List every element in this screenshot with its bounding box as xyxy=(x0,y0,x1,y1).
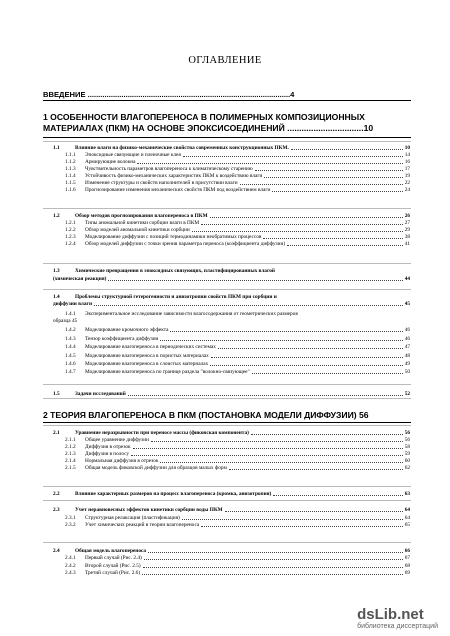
toc-entry-page: 69 xyxy=(404,570,410,576)
dot-leader xyxy=(192,226,403,232)
toc-entry-number: 1.4.2 xyxy=(65,327,76,333)
toc-entry-title[interactable]: Уравнение неразрывности при переносе массы (фиковская компонента) xyxy=(75,430,249,436)
dot-leader xyxy=(210,212,403,218)
toc-entry-title[interactable]: Влияние влаги на физико-механические свойства современных конструкционных ПКМ. xyxy=(75,145,289,151)
toc-entry-title[interactable]: Экспериментальное исследование зависимости влагосодержания от геометрических размеров xyxy=(85,311,298,317)
dot-leader xyxy=(251,429,403,435)
dot-leader xyxy=(94,300,403,306)
dot-leader xyxy=(273,490,403,496)
toc-entry-page: 10 xyxy=(404,145,410,151)
toc-entry-title[interactable]: Обзор моделей аномальной кинетики сорбции xyxy=(85,227,190,233)
toc-entry-number: 1.2.2 xyxy=(65,227,76,233)
toc-entry-number: 1.4.4 xyxy=(65,344,76,350)
toc-entry-number: 2.4.2 xyxy=(65,563,76,569)
toc-entry-number: 1.4.5 xyxy=(65,353,76,359)
dot-leader xyxy=(137,158,403,164)
toc-entry-title[interactable]: Чувствительность параметров влагопереноса к климатическому старению xyxy=(85,166,253,172)
toc-entry-title[interactable]: Структурная релаксация (пластификация) xyxy=(85,515,180,521)
toc-entry-page: 63 xyxy=(404,491,410,497)
section-divider xyxy=(43,141,411,142)
toc-entry-title[interactable]: Изменение структуры и свойств наполнителей в присутствии влаги xyxy=(85,180,238,186)
dot-leader xyxy=(287,240,403,246)
toc-entry-page: 49 xyxy=(404,361,410,367)
toc-entry-page: 27 xyxy=(404,220,410,226)
toc-entry-number: 2.1.4 xyxy=(65,458,76,464)
dot-leader xyxy=(128,390,403,396)
toc-entry-page: 64 xyxy=(404,515,410,521)
toc-entry-title[interactable]: Учет химических реакций в теории влагопереноса xyxy=(85,522,200,528)
toc-entry-page: 24 xyxy=(404,187,410,193)
section-divider xyxy=(43,208,411,209)
divider xyxy=(43,422,411,423)
toc-entry-title[interactable]: Третий случай (Рис. 2.6) xyxy=(85,570,141,576)
toc-entry-number: 1.1.6 xyxy=(65,187,76,193)
toc-entry-title[interactable]: (химическая реакция) xyxy=(53,276,107,282)
dot-leader xyxy=(133,443,403,449)
toc-entry-title[interactable]: Диффузия в полосу xyxy=(85,451,130,457)
toc-chapter-1-line1[interactable]: 1 ОСОБЕННОСТИ ВЛАГОПЕРЕНОСА В ПОЛИМЕРНЫХ КОМПОЗИЦИОННЫХ xyxy=(43,112,365,122)
section-divider xyxy=(43,542,411,543)
toc-chapter-1-line2[interactable]: МАТЕРИАЛАХ (ПКМ) НА ОСНОВЕ ЭПОКСИСОЕДИНЕНИЙ ................................10 xyxy=(43,123,374,133)
section-divider xyxy=(43,384,411,385)
toc-entry-number: 2.4 xyxy=(53,548,60,554)
divider xyxy=(43,100,411,101)
dot-leader xyxy=(264,172,403,178)
toc-entry-title[interactable]: Моделирование диффузии с позиций термодинамики необратимых процессов xyxy=(85,234,262,240)
dot-leader xyxy=(263,233,403,239)
dot-leader xyxy=(108,275,403,281)
toc-entry-page: 60 xyxy=(404,458,410,464)
dot-leader xyxy=(210,360,403,366)
toc-entry-number: 1.1.3 xyxy=(65,166,76,172)
toc-entry-number: 2.2 xyxy=(53,491,60,497)
section-divider xyxy=(43,486,411,487)
toc-entry-number: 1.1.4 xyxy=(65,173,76,179)
toc-entry-title[interactable]: Армирующие волокна xyxy=(85,159,136,165)
toc-entry-page: 29 xyxy=(404,227,410,233)
toc-entry-page: 16 xyxy=(404,159,410,165)
toc-entry-title[interactable]: Типы аномальной кинетики сорбции влаги в ПКМ xyxy=(85,220,200,226)
toc-entry-title[interactable]: Обзор моделей диффузии с точки зрения параметра переноса (коэффициента диффузии) xyxy=(85,241,286,247)
dot-leader xyxy=(142,569,403,575)
toc-entry-number: 2.1.2 xyxy=(65,444,76,450)
toc-entry-title[interactable]: Общее уравнение диффузии xyxy=(85,437,149,443)
toc-entry-title[interactable]: Диффузия в отрезок xyxy=(85,444,131,450)
toc-entry-title[interactable]: Общая модель влагопереноса xyxy=(75,548,147,554)
toc-entry-page: 50 xyxy=(404,369,410,375)
toc-entry-page: 19 xyxy=(404,173,410,179)
toc-entry-number: 1.2.4 xyxy=(65,241,76,247)
toc-entry-number: 1.4.1 xyxy=(65,311,76,317)
toc-entry-number: 1.4.3 xyxy=(65,336,76,342)
toc-entry-title[interactable]: Тензор коэффициента диффузии xyxy=(85,336,159,342)
toc-entry-title[interactable]: Моделирование влагопереноса по границе раздела "волокно-связующее" xyxy=(85,369,250,375)
toc-entry-number: 2.3 xyxy=(53,507,60,513)
toc-entry-number: 2.1.3 xyxy=(65,451,76,457)
toc-entry-title[interactable]: Общая модель фиковской диффузии для образцов малых форм xyxy=(85,465,227,471)
toc-entry-page: 56 xyxy=(404,430,410,436)
dot-leader xyxy=(151,436,403,442)
toc-entry-page: 41 xyxy=(404,241,410,247)
toc-entry-page: 46 xyxy=(404,327,410,333)
toc-entry-page: 14 xyxy=(404,152,410,158)
dot-leader xyxy=(240,179,403,185)
toc-entry-title[interactable]: Проблемы структурной гетерогенности и анизотропии свойств ПКМ при сорбции и xyxy=(75,294,277,300)
dot-leader xyxy=(183,151,403,157)
toc-entry-page: 67 xyxy=(404,555,410,561)
toc-entry-number: 2.4.3 xyxy=(65,570,76,576)
toc-entry-page: 26 xyxy=(404,213,410,219)
toc-entry-page: 66 xyxy=(404,548,410,554)
section-divider xyxy=(43,425,411,426)
toc-entry-page: 38 xyxy=(404,234,410,240)
toc-entry-title[interactable]: образца 45 xyxy=(53,318,78,324)
dot-leader xyxy=(225,506,403,512)
dot-leader xyxy=(252,368,403,374)
toc-entry-title[interactable]: Влияние характерных размеров на процесс влагопереноса (кромка, анизотропия) xyxy=(75,491,272,497)
toc-entry-page: 52 xyxy=(404,391,410,397)
toc-entry-number: 1.1 xyxy=(53,145,60,151)
toc-entry-title[interactable]: Задачи исследований xyxy=(75,391,126,397)
dot-leader xyxy=(148,547,403,553)
toc-entry-title[interactable]: Моделирование влагопереноса в пористых материалах xyxy=(85,353,209,359)
toc-entry-number: 1.4.7 xyxy=(65,369,76,375)
toc-entry-title[interactable]: Учет неравновесных эффектов кинетики сорбции воды ПКМ xyxy=(75,507,223,513)
toc-entry-title[interactable]: Моделирование влагопереноса в периодических системах xyxy=(85,344,216,350)
dot-leader xyxy=(160,335,403,341)
watermark-logo: dsLib.net библиотека диссертаций xyxy=(357,606,438,630)
toc-entry-page: 68 xyxy=(404,563,410,569)
section-divider xyxy=(43,263,411,264)
toc-entry-number: 1.2 xyxy=(53,213,60,219)
toc-entry-page: 45 xyxy=(404,301,410,307)
dot-leader xyxy=(170,326,403,332)
dot-leader xyxy=(160,457,403,463)
toc-entry-number: 2.1 xyxy=(53,430,60,436)
dot-leader xyxy=(131,450,403,456)
toc-entry-page: 47 xyxy=(404,344,410,350)
toc-entry-number: 1.2.1 xyxy=(65,220,76,226)
dot-leader xyxy=(218,343,403,349)
toc-entry-title[interactable]: Моделирование кромочного эффекта xyxy=(85,327,169,333)
toc-entry-title[interactable]: Моделирование влагопереноса в слоистых материалах xyxy=(85,361,209,367)
page-title: ОГЛАВЛЕНИЕ xyxy=(188,55,262,66)
divider xyxy=(43,137,411,138)
toc-entry-title[interactable]: Прогнозирование изменения механических свойств ПКМ под воздействием влаги xyxy=(85,187,271,193)
toc-entry-page: 17 xyxy=(404,166,410,172)
dot-leader xyxy=(272,186,403,192)
toc-entry-page: 22 xyxy=(404,180,410,186)
dot-leader xyxy=(201,521,403,527)
toc-chapter-2[interactable]: 2 ТЕОРИЯ ВЛАГОПЕРЕНОСА В ПКМ (ПОСТАНОВКА МОДЕЛИ ДИФФУЗИИ) 56 xyxy=(43,410,369,420)
toc-entry-number: 1.3 xyxy=(53,268,60,274)
toc-entry-number: 1.4.6 xyxy=(65,361,76,367)
toc-entry-page: 64 xyxy=(404,507,410,513)
toc-entry-number: 1.1.1 xyxy=(65,152,76,158)
section-divider xyxy=(43,500,411,501)
dot-leader xyxy=(291,144,403,150)
toc-entry-number: 2.1.5 xyxy=(65,465,76,471)
toc-entry-title[interactable]: Нормальная диффузия в отрезок xyxy=(85,458,159,464)
toc-entry-number: 1.2.3 xyxy=(65,234,76,240)
section-divider xyxy=(43,398,411,399)
section-divider xyxy=(43,289,411,290)
toc-entry-number: 2.1.1 xyxy=(65,437,76,443)
toc-entry-title[interactable]: Обзор методов прогнозирования влагопереноса в ПКМ xyxy=(75,213,208,219)
toc-entry-page: 46 xyxy=(404,336,410,342)
toc-entry-page: 48 xyxy=(404,353,410,359)
toc-entry-page: 44 xyxy=(404,276,410,282)
toc-entry-title[interactable]: Второй случай (Рис. 2.5) xyxy=(85,563,141,569)
toc-entry-page: 62 xyxy=(404,465,410,471)
toc-entry-page: 65 xyxy=(404,522,410,528)
dot-leader xyxy=(255,165,403,171)
dot-leader xyxy=(229,464,403,470)
toc-entry-title[interactable]: диффузии влаги xyxy=(53,301,93,307)
toc-entry-title[interactable]: Эпоксидные связующие и пленочные клея xyxy=(85,152,181,158)
toc-entry-number: 1.1.5 xyxy=(65,180,76,186)
toc-entry-number: 2.3.2 xyxy=(65,522,76,528)
toc-entry-page: 59 xyxy=(404,451,410,457)
toc-entry-number: 2.3.1 xyxy=(65,515,76,521)
toc-entry-number: 2.4.1 xyxy=(65,555,76,561)
dot-leader xyxy=(201,219,403,225)
toc-introduction[interactable]: ВВЕДЕНИЕ ................................................................................................4 xyxy=(43,90,295,99)
toc-entry-title[interactable]: Первый случай (Рис. 2.4) xyxy=(85,555,142,561)
dot-leader xyxy=(143,562,403,568)
dot-leader xyxy=(144,554,403,560)
toc-entry-number: 1.5 xyxy=(53,391,60,397)
toc-entry-page: 58 xyxy=(404,444,410,450)
toc-entry-number: 1.1.2 xyxy=(65,159,76,165)
dot-leader xyxy=(211,352,403,358)
dot-leader xyxy=(182,514,403,520)
toc-entry-number: 1.4 xyxy=(53,294,60,300)
toc-entry-title[interactable]: Химические превращения в эпоксидных связующих, пластифицированных влагой xyxy=(75,268,275,274)
toc-entry-page: 56 xyxy=(404,437,410,443)
toc-entry-title[interactable]: Устойчивость физико-механических характеристик ПКМ к воздействию влаги xyxy=(85,173,263,179)
